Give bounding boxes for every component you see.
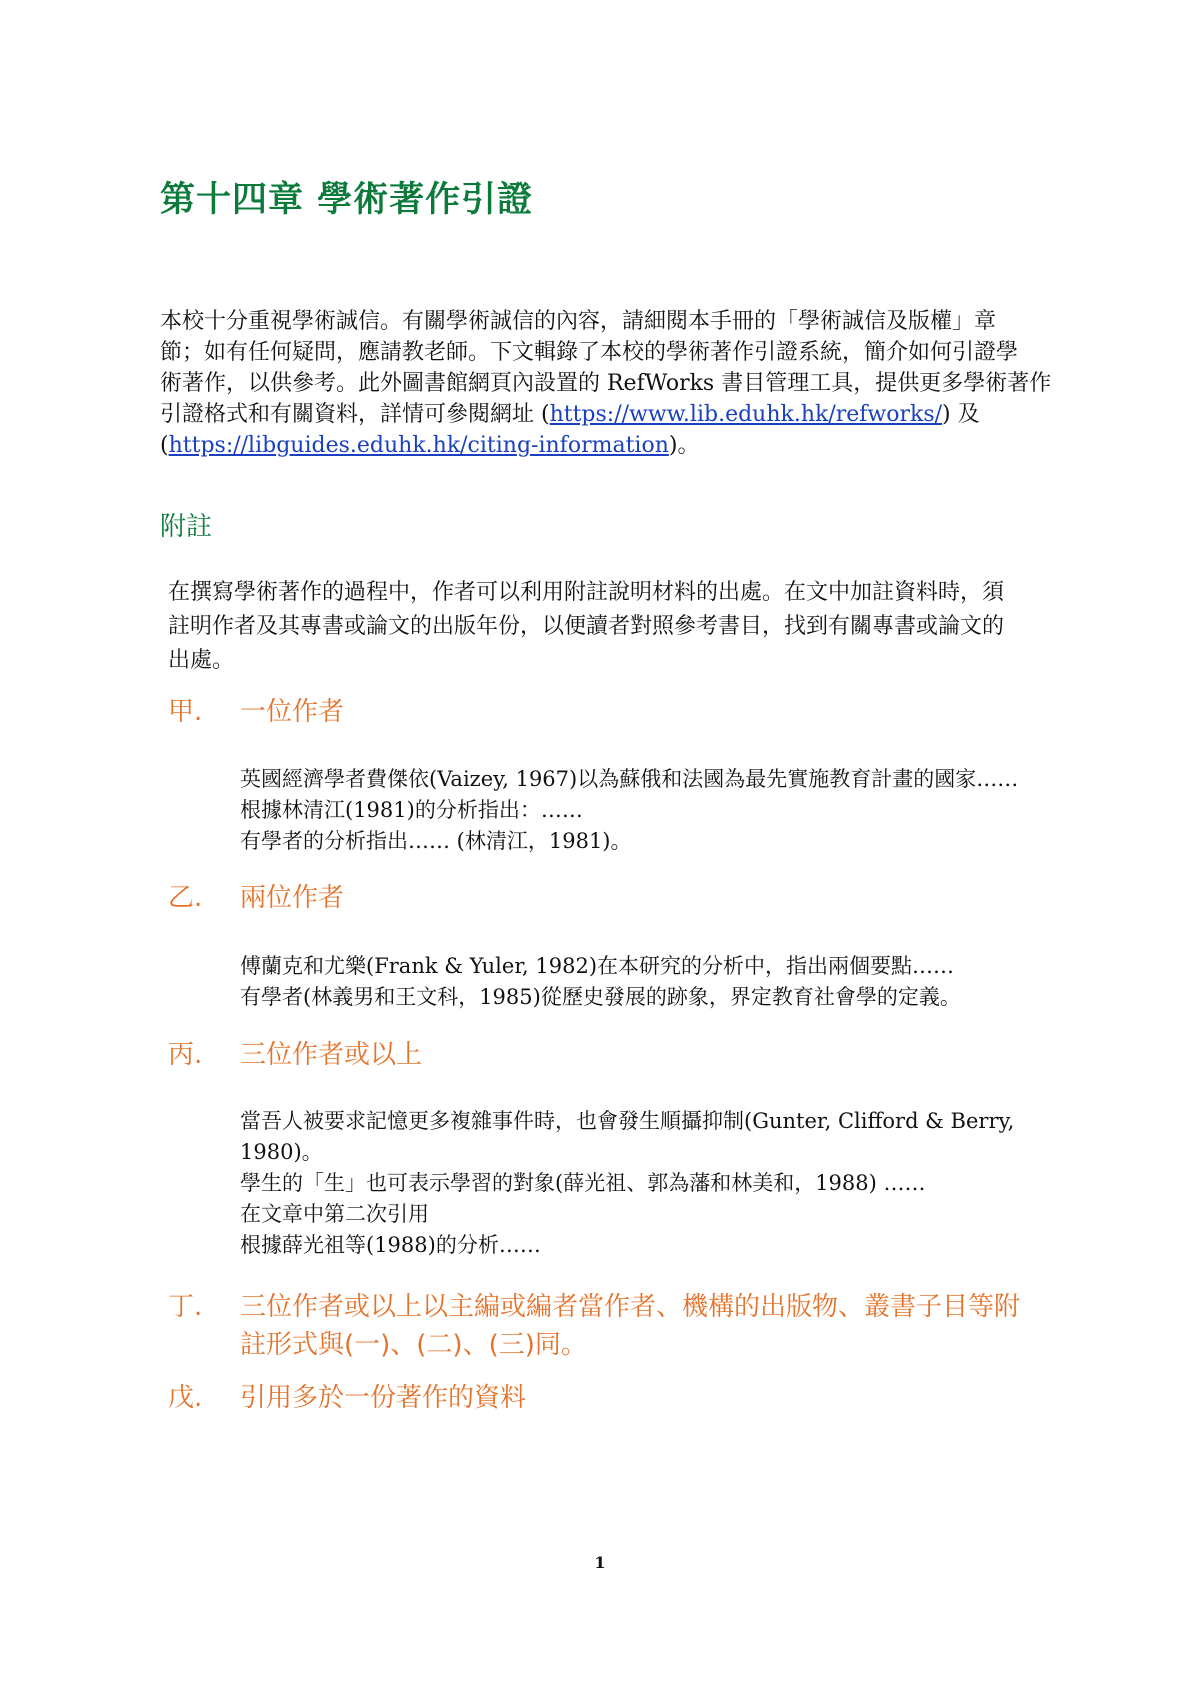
intro-text: 引證格式和有關資料，詳情可參閱網址 ( xyxy=(160,402,550,427)
examples-two-authors xyxy=(240,951,961,1013)
intro-text: ) 及 xyxy=(942,402,980,427)
example-line: 英國經濟學者費傑依(Vaizey, 1967)以為蘇俄和法國為最先實施教育計畫的國家…… xyxy=(240,767,1019,791)
example-line: 當吾人被要求記憶更多複雜事件時，也會發生順攝抑制(Gunter, Clifford & Berry, xyxy=(240,1109,1015,1133)
subsection-title: 一位作者 xyxy=(240,697,345,727)
intro-text: )。 xyxy=(668,433,700,458)
intro-line-with-link xyxy=(160,430,1120,461)
refworks-link[interactable]: https://www.lib.eduhk.hk/refworks/ xyxy=(549,402,943,427)
intro-line: 術著作，以供參考。此外圖書館網頁內設置的 RefWorks 書目管理工具，提供更多學術著作 xyxy=(160,371,1052,396)
subsection-marker: 丁. xyxy=(168,1292,203,1322)
section-intro-line: 在撰寫學術著作的過程中，作者可以利用附註說明材料的出處。在文中加註資料時，須 xyxy=(168,580,1005,605)
subsection-heading-three-authors xyxy=(168,1036,1120,1074)
subsection-marker: 戊. xyxy=(168,1383,203,1413)
subsection-heading-editors-institutions xyxy=(168,1288,1120,1364)
examples-three-authors xyxy=(240,1106,1014,1261)
example-line: 根據林清江(1981)的分析指出：…… xyxy=(240,798,583,822)
libguides-link[interactable]: https://libguides.eduhk.hk/citing-information xyxy=(168,433,669,458)
subsection-title-line: 三位作者或以上以主編或編者當作者、機構的出版物、叢書子目等附 xyxy=(240,1292,1021,1322)
section-intro-line: 註明作者及其專書或論文的出版年份，以便讀者對照參考書目，找到有關專書或論文的 xyxy=(168,614,1005,639)
subsection-title-line: 註形式與(一)、(二)、(三)同。 xyxy=(240,1330,587,1360)
page-number: 1 xyxy=(594,1553,606,1572)
example-line: 根據薛光祖等(1988)的分析…… xyxy=(240,1233,541,1257)
subsection-heading-multiple-works xyxy=(168,1379,1120,1417)
intro-text: ( xyxy=(160,433,169,458)
chapter-title: 第十四章 學術著作引證 xyxy=(160,180,534,220)
subsection-heading-one-author xyxy=(168,693,1120,731)
subsection-title: 引用多於一份著作的資料 xyxy=(240,1383,527,1413)
subsection-marker: 丙. xyxy=(168,1040,203,1070)
example-line: 1980)。 xyxy=(240,1140,323,1164)
example-line: 學生的「生」也可表示學習的對象(薛光祖、郭為藩和林美和，1988) …… xyxy=(240,1171,926,1195)
section-intro-paragraph xyxy=(168,576,1118,678)
subsection-title: 三位作者或以上 xyxy=(240,1040,423,1070)
example-line: 有學者(林義男和王文科，1985)從歷史發展的跡象，界定教育社會學的定義。 xyxy=(240,985,961,1009)
section-intro-line: 出處。 xyxy=(168,648,235,673)
intro-line: 節；如有任何疑問，應請教老師。下文輯錄了本校的學術著作引證系統，簡介如何引證學 xyxy=(160,340,1019,365)
subsection-marker: 甲. xyxy=(168,697,203,727)
intro-paragraph xyxy=(160,306,1120,461)
section-heading: 附註 xyxy=(160,512,213,542)
subsection-heading-two-authors xyxy=(168,879,1120,917)
subsection-title: 兩位作者 xyxy=(240,883,345,913)
intro-line: 本校十分重視學術誠信。有關學術誠信的內容，請細閱本手冊的「學術誠信及版權」章 xyxy=(160,309,997,334)
example-line: 有學者的分析指出…… (林清江，1981)。 xyxy=(240,829,632,853)
examples-one-author xyxy=(240,764,1018,857)
subsection-marker: 乙. xyxy=(168,883,203,913)
example-line: 在文章中第二次引用 xyxy=(240,1202,429,1226)
example-line: 傅蘭克和尤樂(Frank & Yuler, 1982)在本研究的分析中，指出兩個要點…… xyxy=(240,954,955,978)
intro-line-with-link xyxy=(160,399,1120,430)
